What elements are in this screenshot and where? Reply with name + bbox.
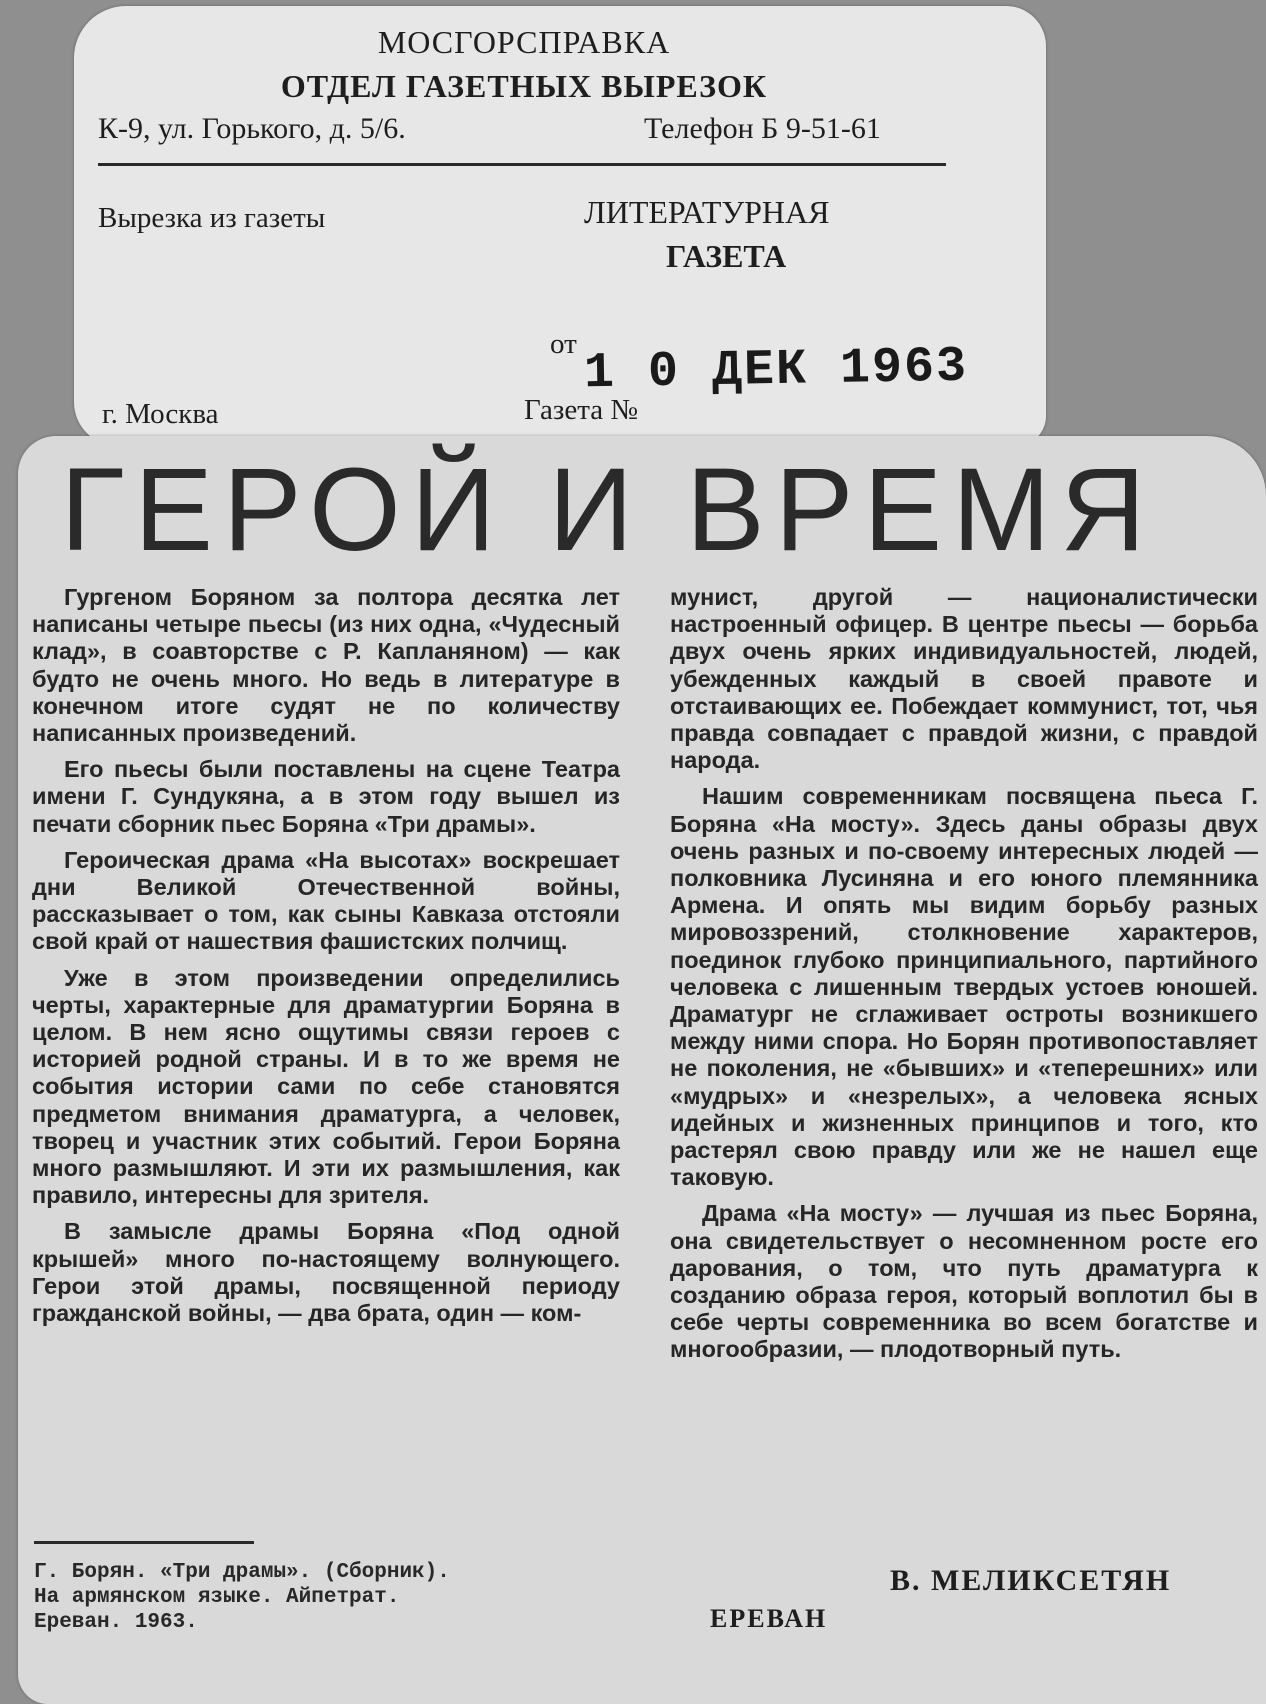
article-column-2: [670, 584, 1258, 1373]
header-slip: [74, 6, 1046, 446]
issue-label: Газета №: [524, 394, 639, 426]
clip-label: Вырезка из газеты: [98, 202, 326, 234]
footnote-line: Г. Борян. «Три драмы». (Сборник).: [34, 1561, 450, 1584]
paragraph: Драма «На мосту» — лучшая из пьес Боряна, она свидетельствует о несомненном росте его дарования, о том, что путь драматурга к созданию образа героя, который воплотил бы в себе черты современника во всем богатстве и многообразии, — плодотворный путь.: [670, 1200, 1258, 1363]
org-name: МОСГОРСПРАВКА: [377, 24, 671, 60]
footnote-divider: [34, 1541, 254, 1544]
newspaper-name-line2: ГАЗЕТА: [666, 238, 787, 274]
footnote-line: Ереван. 1963.: [34, 1611, 198, 1634]
paragraph: Гургеном Боряном за полтора десятка лет написаны четыре пьесы (из них одна, «Чудесный клад», в соавторстве с Р. Капланяном) — как будто не очень много. Но ведь в литературе в конечном итоге судят не по количеству написанных произведений.: [32, 584, 620, 747]
paragraph: Уже в этом произведении определились черты, характерные для драматургии Боряна в целом. В нем ясно ощутимы связи героев с историей родной страны. И в то же время не события истории сами по себе становятся предметом внимания драматурга, а человек, творец и участник этих событий. Герои Боряна много размышляют. И эти их размышления, как правило, интересны для зрителя.: [32, 964, 620, 1209]
article-column-1: [32, 584, 620, 1336]
footnote-line: На армянском языке. Айпетрат.: [34, 1586, 400, 1609]
paragraph: Героическая драма «На высотах» воскрешает дни Великой Отечественной войны, рассказывает о том, как сыны Кавказа отстояли свой край от нашествия фашистских полчищ.: [32, 846, 620, 955]
city: г. Москва: [102, 398, 219, 430]
address: К-9, ул. Горького, д. 5/6.: [98, 112, 406, 145]
article-headline: ГЕРОЙ И ВРЕМЯ: [60, 444, 1156, 576]
article-clipping: [18, 436, 1266, 1704]
paragraph: Его пьесы были поставлены на сцене Театра имени Г. Сундукяна, а в этом году вышел из печати сборник пьес Боряна «Три драмы».: [32, 756, 620, 837]
department-name: ОТДЕЛ ГАЗЕТНЫХ ВЫРЕЗОК: [280, 68, 768, 104]
paragraph: Нашим современникам посвящена пьеса Г. Боряна «На мосту». Здесь даны образы двух очень разных и по-своему интересных людей — полковника Лусиняна и его юного племянника Армена. И опять мы видим борьбу разных мировоззрений, столкновение характеров, поединок глубоко принципиального, партийного человека с лишенным твердых устоев юношей. Драматург не сглаживает остроты возникшего между ними спора. Но Борян противопоставляет не поколения, не «бывших» и «теперешних» или «мудрых» и «незрелых», а человека ясных идейных и жизненных принципов и того, кто растерял свою правду или же не нашел еще таковую.: [670, 783, 1258, 1191]
paragraph: мунист, другой — националистически настроенный офицер. В центре пьесы — борьба двух очень ярких индивидуальностей, людей, убежденных каждый в своей правоте и отстаивающих ее. Побеждает коммунист, тот, чья правда совпадает с правдой жизни, с правдой народа.: [670, 584, 1258, 774]
paragraph: В замысле драмы Боряна «Под одной крышей» много по-настоящему волнующего. Герои этой драмы, посвященной периоду гражданской войны, — два брата, один — ком-: [32, 1218, 620, 1327]
footnote: [34, 1560, 614, 1635]
date-stamp: 1 0 ДЕК 1963: [583, 338, 969, 403]
author-signature: В. МЕЛИКСЕТЯН: [890, 1564, 1172, 1597]
from-label: от: [550, 328, 577, 360]
header-divider: [98, 163, 946, 166]
phone: Телефон Б 9-51-61: [644, 112, 881, 145]
place-line: ЕРЕВАН: [710, 1604, 828, 1633]
newspaper-name-line1: ЛИТЕРАТУРНАЯ: [584, 194, 830, 230]
